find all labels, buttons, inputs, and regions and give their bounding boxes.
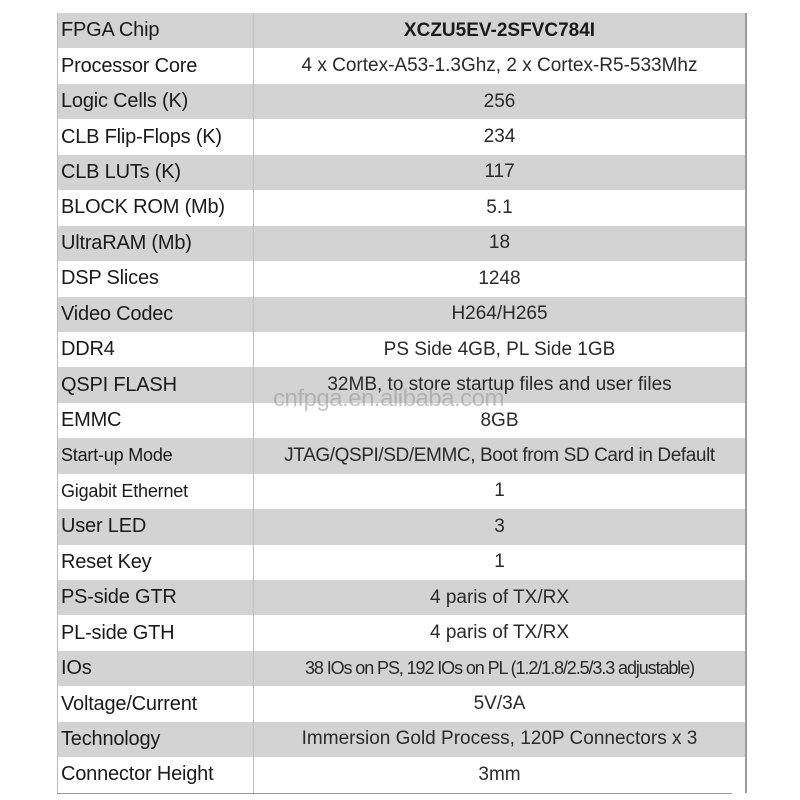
row-value: H264/H265 — [451, 303, 548, 325]
row-label: QSPI FLASH — [58, 367, 254, 402]
row-value: 5.1 — [486, 196, 513, 218]
table-row-technology — [58, 722, 747, 757]
row-label: Video Codec — [58, 297, 254, 332]
row-value: PS Side 4GB, PL Side 1GB — [383, 338, 616, 360]
row-value: 1248 — [478, 267, 521, 289]
table-row-logic-cells — [58, 84, 747, 119]
row-value: 256 — [483, 90, 516, 112]
table-row-video-codec — [58, 297, 747, 332]
row-label: BLOCK ROM (Mb) — [58, 190, 254, 225]
row-label: Processor Core — [58, 48, 254, 83]
row-value: 1 — [494, 480, 505, 502]
row-label: Reset Key — [58, 545, 254, 580]
fpga-spec-table — [57, 13, 747, 793]
table-row-reset-key — [58, 545, 747, 580]
row-label: Start-up Mode — [58, 438, 254, 473]
row-value: 234 — [483, 126, 516, 148]
row-value: 4 paris of TX/RX — [429, 622, 570, 644]
table-row-emmc — [58, 403, 747, 438]
row-label: IOs — [58, 651, 254, 686]
table-row-qspi-flash — [58, 367, 747, 402]
row-label: DSP Slices — [58, 261, 254, 296]
table-row-startup-mode — [58, 438, 747, 473]
row-value: Immersion Gold Process, 120P Connectors x 3 — [301, 728, 698, 750]
table-row-fpga-chip — [58, 13, 747, 48]
row-label: PL-side GTH — [58, 615, 254, 650]
row-label: Connector Height — [58, 757, 254, 792]
row-value: 4 x Cortex-A53-1.3Ghz, 2 x Cortex-R5-533Mhz — [301, 55, 698, 77]
row-label: PS-side GTR — [58, 580, 254, 615]
row-value: 8GB — [480, 409, 519, 431]
table-row-clb-luts — [58, 155, 747, 190]
table-row-ios — [58, 651, 747, 686]
table-row-clb-flip-flops — [58, 119, 747, 154]
table-row-gigabit-ethernet — [58, 474, 747, 509]
table-row-ddr4 — [58, 332, 747, 367]
table-row-block-rom — [58, 190, 747, 225]
row-label: UltraRAM (Mb) — [58, 226, 254, 261]
row-value: 3mm — [478, 763, 521, 785]
table-row-ultraram — [58, 226, 747, 261]
row-value: JTAG/QSPI/SD/EMMC, Boot from SD Card in Default — [284, 444, 715, 466]
row-value: 5V/3A — [473, 693, 526, 715]
row-label: Voltage/Current — [58, 686, 254, 721]
table-row-voltage-current — [58, 686, 747, 721]
row-label: DDR4 — [58, 332, 254, 367]
row-value: 18 — [488, 232, 511, 254]
row-label: CLB LUTs (K) — [58, 155, 254, 190]
table-row-processor-core — [58, 48, 747, 83]
table-row-dsp-slices — [58, 261, 747, 296]
table-row-pl-side-gth — [58, 615, 747, 650]
table-row-ps-side-gtr — [58, 580, 747, 615]
row-value: 38 IOs on PS, 192 IOs on PL (1.2/1.8/2.5/3.3 adjustable) — [304, 658, 695, 679]
row-value: XCZU5EV-2SFVC784I — [403, 19, 596, 41]
row-label: FPGA Chip — [58, 13, 254, 48]
row-label: Technology — [58, 722, 254, 757]
row-label: Logic Cells (K) — [58, 84, 254, 119]
watermark-text: cnfpga.en.alibaba.com — [273, 385, 504, 412]
row-value: 1 — [494, 551, 505, 573]
row-label: CLB Flip-Flops (K) — [58, 119, 254, 154]
table-row-connector-height — [58, 757, 747, 792]
row-label: User LED — [58, 509, 254, 544]
table-row-user-led — [58, 509, 747, 544]
row-value: 32MB, to store startup files and user files — [327, 374, 672, 396]
row-value: 4 paris of TX/RX — [429, 586, 570, 608]
row-label: Gigabit Ethernet — [58, 474, 254, 509]
table-bottom-border — [57, 793, 732, 794]
row-value: 3 — [494, 515, 505, 537]
row-value: 117 — [484, 161, 515, 183]
row-label: EMMC — [58, 403, 254, 438]
